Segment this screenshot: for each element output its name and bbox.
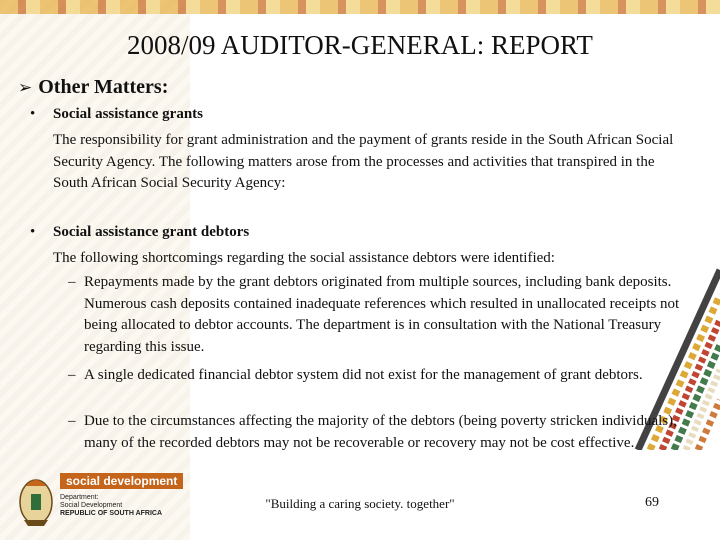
bullet-marker: • bbox=[30, 106, 36, 122]
list-item-text: Repayments made by the grant debtors originated from multiple sources, including bank deposits. Numerous cash deposits contained inadequate references which resulted in unallocated receipts not being allocated to debtor accounts. The department is in consultation with the National Treasury regarding this issue. bbox=[84, 274, 680, 355]
arrow-bullet-icon: ➢ bbox=[18, 78, 33, 98]
list-item: – Due to the circumstances affecting the majority of the debtors (being poverty stricken individuals), many of the recorded debtors may not be recoverable or recovery may not be cost effective. bbox=[68, 411, 703, 454]
top-decorative-stripe bbox=[0, 0, 720, 14]
subsection-paragraph: The responsibility for grant administration and the payment of grants reside in the South African Social Security Agency. The following matters arose from the processes and activities that transpired in the South African Social Security Agency: bbox=[53, 132, 674, 191]
section-heading bbox=[18, 76, 168, 99]
list-item-text: A single dedicated financial debtor system did not exist for the management of grant debtors. bbox=[84, 367, 643, 383]
subsection-heading: Social assistance grant debtors bbox=[53, 224, 250, 240]
footer-motto: "Building a caring society. together" bbox=[265, 496, 455, 511]
bullet-marker: • bbox=[30, 224, 36, 240]
subsection-heading: Social assistance grants bbox=[53, 106, 203, 122]
logo-text: social development bbox=[60, 473, 183, 489]
page-number: 69 bbox=[645, 495, 659, 510]
subsection-paragraph: The following shortcomings regarding the social assistance debtors were identified: bbox=[53, 250, 555, 266]
list-item: – Repayments made by the grant debtors originated from multiple sources, including bank deposits. Numerous cash deposits contained inadequate references which resulted in unallocated receipts not being allocated to debtor accounts. The department is in consultation with the National Treasury regarding this issue. bbox=[68, 272, 703, 358]
list-item: – A single dedicated financial debtor system did not exist for the management of grant debtors. bbox=[68, 365, 703, 387]
department-text: Department: Social Development REPUBLIC OF SOUTH AFRICA bbox=[60, 494, 163, 517]
list-item-text: Due to the circumstances affecting the majority of the debtors (being poverty stricken individuals), many of the recorded debtors may not be recoverable or recovery may not be cost effective. bbox=[84, 413, 677, 451]
section-heading-text: Other Matters: bbox=[38, 76, 169, 98]
page-title: 2008/09 AUDITOR-GENERAL: REPORT bbox=[127, 30, 593, 60]
